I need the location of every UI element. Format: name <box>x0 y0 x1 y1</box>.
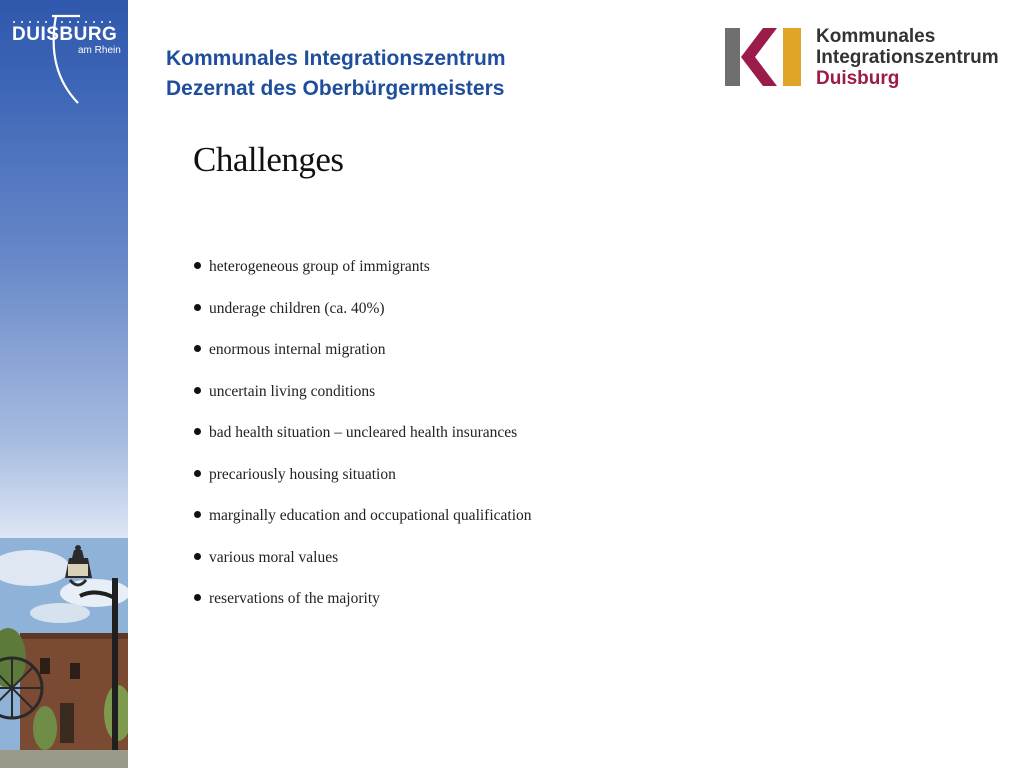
bullet-icon <box>194 594 201 601</box>
city-photo <box>0 538 128 768</box>
list-item <box>194 422 532 464</box>
org-department: Dezernat des Oberbürgermeisters <box>166 77 505 100</box>
list-item <box>194 298 532 340</box>
challenges-list <box>194 256 532 630</box>
list-item-text: underage children (ca. 40%) <box>209 299 385 317</box>
bullet-icon <box>194 387 201 394</box>
list-item-text: various moral values <box>209 548 339 566</box>
ki-logo <box>725 26 1015 92</box>
slide-title: Challenges <box>193 140 344 179</box>
list-item <box>194 339 532 381</box>
list-item <box>194 256 532 298</box>
ki-logo-line2: Integrationszentrum <box>816 47 999 68</box>
list-item-text: precariously housing situation <box>209 465 396 483</box>
duisburg-logo <box>0 0 128 110</box>
list-item-text: bad health situation – uncleared health insurances <box>209 424 518 441</box>
ki-logo-line1: Kommunales <box>816 26 936 47</box>
bullet-icon <box>194 345 201 352</box>
bullet-icon <box>194 470 201 477</box>
list-item <box>194 547 532 589</box>
list-item <box>194 381 532 423</box>
bullet-icon <box>194 553 201 560</box>
list-item-text: heterogeneous group of immigrants <box>209 258 430 275</box>
list-item-text: uncertain living conditions <box>209 382 376 400</box>
list-item-text: marginally education and occupational qualification <box>209 507 532 524</box>
list-item <box>194 588 532 630</box>
list-item <box>194 505 532 547</box>
city-name: DUISBURG <box>12 24 118 45</box>
list-item-text: enormous internal migration <box>209 341 386 358</box>
bullet-icon <box>194 511 201 518</box>
list-item-text: reservations of the majority <box>209 590 380 607</box>
org-header <box>166 44 506 104</box>
bullet-icon <box>194 262 201 269</box>
bullet-icon <box>194 304 201 311</box>
org-name: Kommunales Integrationszentrum <box>166 47 506 70</box>
sidebar <box>0 0 128 768</box>
ki-logo-line3: Duisburg <box>816 68 900 89</box>
ki-logo-mark-icon <box>725 26 805 88</box>
list-item <box>194 464 532 506</box>
city-subtitle: am Rhein <box>78 45 121 56</box>
bullet-icon <box>194 428 201 435</box>
